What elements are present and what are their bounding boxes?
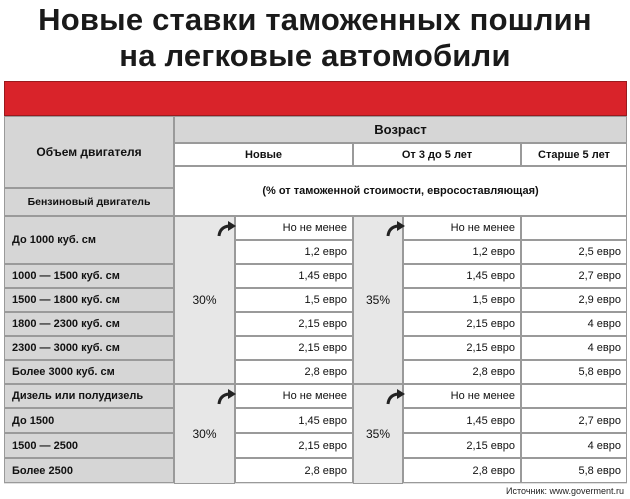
diesel-value-3-5: 2,15 евро xyxy=(403,433,521,458)
petrol-value-3-5: 2,15 евро xyxy=(403,312,521,336)
petrol-value-new: 1,2 евро xyxy=(235,240,353,264)
diesel-empty-cell xyxy=(521,384,627,408)
header-note: (% от таможенной стоимости, евросоставляющая) xyxy=(174,166,627,216)
petrol-min-label-new: Но не менее xyxy=(235,216,353,240)
curved-arrow-icon xyxy=(216,221,238,237)
petrol-value-3-5: 2,15 евро xyxy=(403,336,521,360)
diesel-value-new: 2,15 евро xyxy=(235,433,353,458)
header-new: Новые xyxy=(174,143,353,166)
petrol-value-3-5: 2,8 евро xyxy=(403,360,521,384)
petrol-value-3-5: 1,5 евро xyxy=(403,288,521,312)
petrol-value-3-5: 1,45 евро xyxy=(403,264,521,288)
diesel-value-over-5: 4 евро xyxy=(521,433,627,458)
diesel-min-label-new: Но не менее xyxy=(235,384,353,408)
petrol-value-over-5: 2,9 евро xyxy=(521,288,627,312)
curved-arrow-icon xyxy=(385,221,407,237)
petrol-row-label: 1500 — 1800 куб. см xyxy=(4,288,174,312)
diesel-row-label: Более 2500 xyxy=(4,458,174,483)
petrol-row-label: Более 3000 куб. см xyxy=(4,360,174,384)
petrol-rate-3-5: 35% xyxy=(353,216,403,384)
petrol-row-label: 2300 — 3000 куб. см xyxy=(4,336,174,360)
petrol-value-new: 1,45 евро xyxy=(235,264,353,288)
curved-arrow-icon xyxy=(216,389,238,405)
petrol-value-over-5: 2,5 евро xyxy=(521,240,627,264)
diesel-rate-new: 30% xyxy=(174,384,235,484)
petrol-value-new: 2,15 евро xyxy=(235,336,353,360)
diesel-value-over-5: 5,8 евро xyxy=(521,458,627,483)
diesel-min-label-3-5: Но не менее xyxy=(403,384,521,408)
diesel-rate-3-5: 35% xyxy=(353,384,403,484)
petrol-value-new: 2,8 евро xyxy=(235,360,353,384)
petrol-row-label: 1800 — 2300 куб. см xyxy=(4,312,174,336)
petrol-value-new: 2,15 евро xyxy=(235,312,353,336)
petrol-row-label: До 1000 куб. см xyxy=(4,216,174,264)
petrol-value-new: 1,5 евро xyxy=(235,288,353,312)
diesel-value-over-5: 2,7 евро xyxy=(521,408,627,433)
petrol-value-3-5: 1,2 евро xyxy=(403,240,521,264)
diesel-value-new: 2,8 евро xyxy=(235,458,353,483)
petrol-value-over-5: 2,7 евро xyxy=(521,264,627,288)
petrol-min-label-3-5: Но не менее xyxy=(403,216,521,240)
diesel-value-new: 1,45 евро xyxy=(235,408,353,433)
petrol-empty-cell xyxy=(521,216,627,240)
title-line-2: на легковые автомобили xyxy=(119,38,511,73)
tariff-table xyxy=(4,116,627,484)
diesel-row-label: До 1500 xyxy=(4,408,174,433)
section-diesel: Дизель или полудизель xyxy=(4,384,174,408)
header-age: Возраст xyxy=(174,116,627,143)
source-note: Источник: www.goverment.ru xyxy=(506,486,624,496)
red-header-bar xyxy=(4,81,627,116)
petrol-value-over-5: 5,8 евро xyxy=(521,360,627,384)
header-over-5-years: Старше 5 лет xyxy=(521,143,627,166)
petrol-row-label: 1000 — 1500 куб. см xyxy=(4,264,174,288)
petrol-value-over-5: 4 евро xyxy=(521,312,627,336)
diesel-row-label: 1500 — 2500 xyxy=(4,433,174,458)
petrol-rate-new: 30% xyxy=(174,216,235,384)
diesel-value-3-5: 2,8 евро xyxy=(403,458,521,483)
diesel-value-3-5: 1,45 евро xyxy=(403,408,521,433)
page-title xyxy=(0,2,630,74)
header-engine-volume: Объем двигателя xyxy=(4,116,174,188)
header-3-5-years: От 3 до 5 лет xyxy=(353,143,521,166)
petrol-value-over-5: 4 евро xyxy=(521,336,627,360)
curved-arrow-icon xyxy=(385,389,407,405)
section-petrol: Бензиновый двигатель xyxy=(4,188,174,216)
title-line-1: Новые ставки таможенных пошлин xyxy=(38,2,592,37)
